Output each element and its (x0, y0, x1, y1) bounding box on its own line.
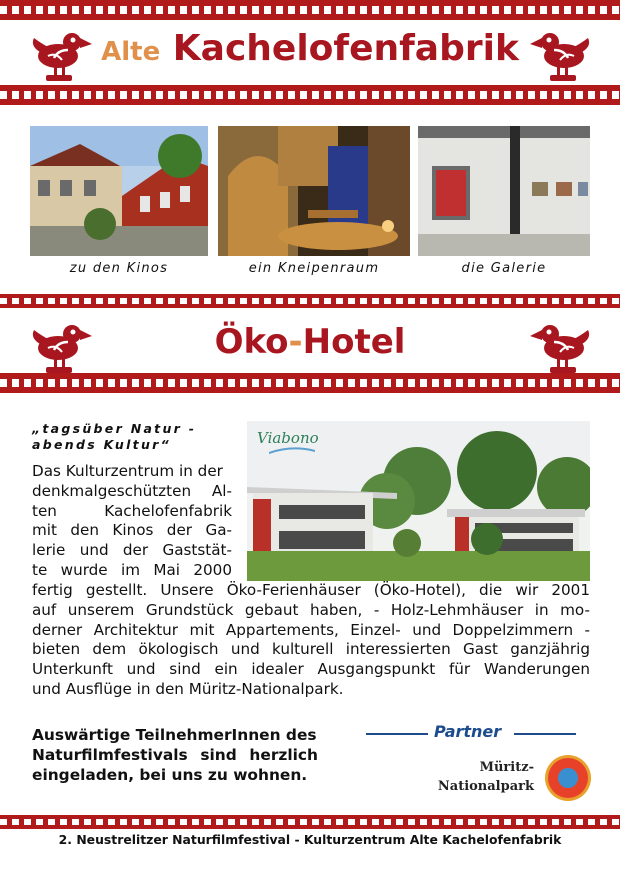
caption-galerie: die Galerie (461, 261, 547, 276)
page-title (0, 26, 620, 75)
hotel-title-dash: - (288, 322, 303, 362)
partner-heading (366, 722, 576, 744)
body-line: und Ausflüge in den Müritz-Nationalpark. (32, 679, 344, 698)
invite-text (32, 725, 318, 785)
mueritz-nationalpark-logo-icon (544, 754, 592, 802)
invite-line: Naturfilmfestivals sind herzlich (32, 746, 318, 764)
caption-kinos: zu den Kinos (69, 261, 169, 276)
hotel-title (0, 320, 620, 364)
hotel-title-part2: Hotel (302, 322, 406, 362)
film-strip-mid-2 (0, 373, 620, 393)
body-line: bieten dem ökologisch und kulturell interessierten Gast ganzjährig (32, 640, 590, 659)
quote-line-2: abends Kultur“ (32, 437, 171, 452)
photo-oeko-hotel (247, 421, 590, 581)
caption-kneipenraum: ein Kneipenraum (248, 261, 380, 276)
film-strip-bottom (0, 815, 620, 829)
photo-galerie (418, 126, 590, 256)
body-text-narrow (32, 462, 232, 581)
body-line: Unterkunft und sind ein idealer Ausgangspunkt für Wanderungen (32, 660, 590, 679)
film-strip-header-bottom (0, 85, 620, 105)
viabono-logo: Viabono (257, 429, 319, 447)
quote (32, 421, 232, 453)
body-line: ten Kachelofenfabrik (32, 501, 232, 520)
invite-line: Auswärtige TeilnehmerInnen des (32, 726, 317, 744)
viabono-swoosh-icon (269, 447, 315, 455)
body-line: auf unserem Grundstück gebaut haben, - Holz-Lehmhäuser in mo- (32, 600, 590, 619)
film-strip-top (0, 0, 620, 20)
body-line: mit den Kinos der Ga- (32, 521, 232, 540)
partner-label: Partner (434, 722, 502, 741)
title-big: Kachelofenfabrik (172, 28, 519, 69)
footer-text: 2. Neustrelitzer Naturfilmfestival - Kulturzentrum Alte Kachelofenfabrik (58, 832, 562, 847)
quote-line-1: „tagsüber Natur - (32, 421, 197, 436)
hotel-title-part1: Öko (214, 322, 289, 362)
body-line: lerie und der Gaststät- (32, 541, 232, 560)
body-line: te wurde im Mai 2000 (32, 560, 232, 579)
partner-name-line-1: Müritz- (479, 760, 534, 775)
photo-kneipenraum (218, 126, 410, 256)
photo-kinos (30, 126, 208, 256)
body-line: Das Kulturzentrum in der (32, 462, 223, 480)
partner-name-line-2: Nationalpark (437, 779, 534, 794)
body-text-wide (32, 581, 590, 700)
body-line: fertig gestellt. Unsere Öko-Ferienhäuser (Öko-Hotel), die wir 2001 (32, 581, 590, 599)
partner-name (434, 758, 534, 796)
body-line: derner Architektur mit Appartements, Einzel- und Doppelzimmern - (32, 620, 590, 639)
film-strip-mid-1 (0, 294, 620, 308)
invite-line: eingeladen, bei uns zu wohnen. (32, 766, 308, 784)
body-line: denkmalgeschützten Al- (32, 481, 232, 500)
title-small: Alte (101, 37, 161, 67)
